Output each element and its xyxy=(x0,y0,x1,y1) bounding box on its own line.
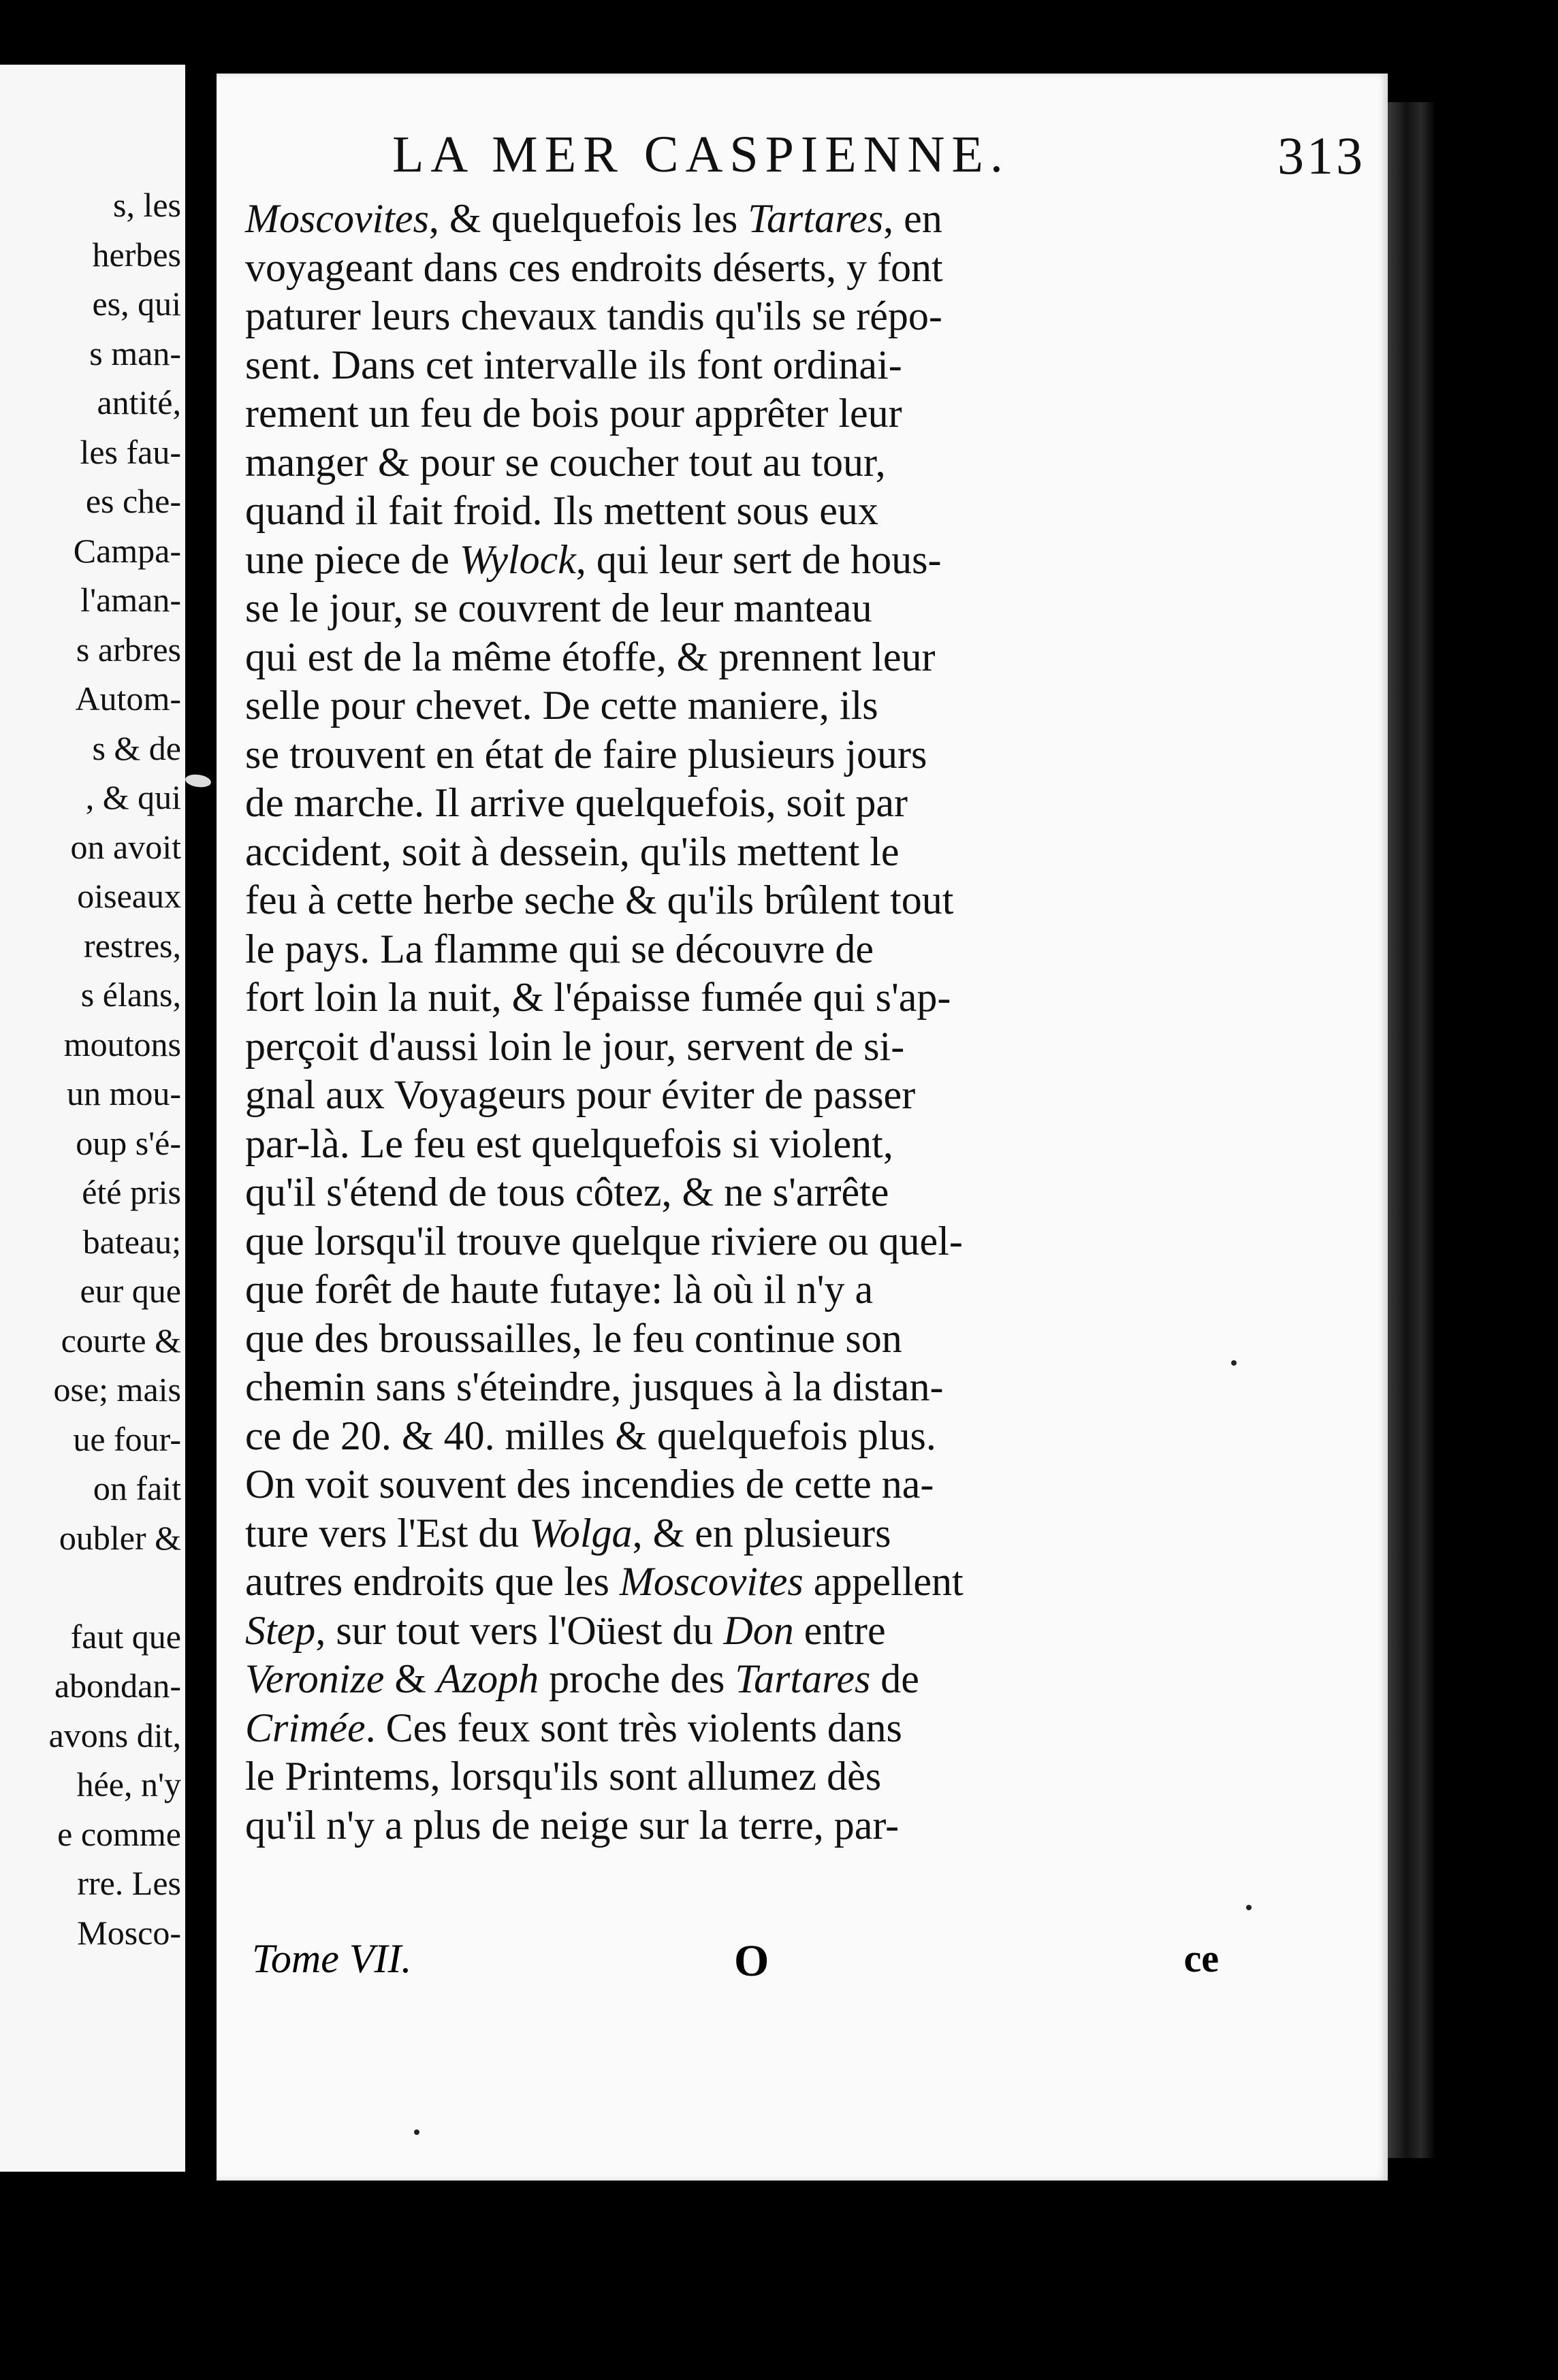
italic-term: Moscovites xyxy=(245,196,429,241)
text-run: gnal aux Voyageurs pour éviter de passer xyxy=(245,1072,916,1117)
text-run: sent. Dans cet intervalle ils font ordinai- xyxy=(245,342,902,387)
left-page-line: Autom- xyxy=(75,679,181,718)
gutter-speck xyxy=(185,773,212,788)
text-run: que forêt de haute futaye: là où il n'y a xyxy=(245,1267,874,1312)
left-page-line: restres, xyxy=(84,926,181,965)
italic-term: Tartares xyxy=(735,1656,871,1701)
text-line xyxy=(245,633,1219,682)
left-page-line: l'aman- xyxy=(80,581,181,619)
italic-term: Crimée xyxy=(245,1705,366,1750)
body-text xyxy=(245,195,1219,1850)
text-run: , & en plusieurs xyxy=(632,1510,891,1556)
left-page-line: es, qui xyxy=(92,285,181,323)
text-line xyxy=(245,244,1219,293)
text-run: , qui leur sert de hous- xyxy=(575,536,942,582)
text-line xyxy=(245,1315,1219,1364)
text-run: paturer leurs chevaux tandis qu'ils se répo- xyxy=(245,293,942,338)
left-page-line: s, les xyxy=(113,186,181,224)
text-line xyxy=(245,876,1219,925)
italic-term: Wylock xyxy=(459,536,576,582)
italic-term: Moscovites xyxy=(619,1559,804,1604)
text-run: qui est de la même étoffe, & prennent leur xyxy=(245,634,936,679)
left-page-line: ue four- xyxy=(73,1419,181,1458)
text-line xyxy=(245,1023,1219,1072)
text-run: le pays. La flamme qui se découvre de xyxy=(245,926,874,971)
text-run: perçoit d'aussi loin le jour, servent de si- xyxy=(245,1023,905,1069)
left-page-line: Campa- xyxy=(73,531,181,570)
text-line xyxy=(245,1071,1219,1120)
text-line xyxy=(245,195,1219,244)
left-page-line: avons dit, xyxy=(48,1716,181,1754)
text-run: autres endroits que les xyxy=(245,1559,620,1604)
text-run: entre xyxy=(793,1607,886,1653)
left-page-text xyxy=(49,180,181,1957)
text-line xyxy=(245,1412,1219,1461)
left-page-line: moutons xyxy=(63,1025,181,1063)
running-head xyxy=(392,125,1400,184)
text-line xyxy=(245,1363,1219,1412)
page-edges xyxy=(1388,102,1435,2158)
text-run: ture vers l'Est du xyxy=(245,1510,530,1556)
text-line xyxy=(245,1509,1219,1558)
text-run: , sur tout vers l'Oüest du xyxy=(315,1607,724,1653)
left-page-line: bateau; xyxy=(82,1222,181,1261)
running-head-title: LA MER CASPIENNE. xyxy=(392,126,1010,183)
text-run: quand il fait froid. Ils mettent sous eux xyxy=(245,488,878,533)
text-run: une piece de xyxy=(245,536,460,582)
italic-term: Tartares xyxy=(748,196,884,241)
text-run: selle pour chevet. De cette maniere, ils xyxy=(245,683,878,728)
ink-speck xyxy=(414,2129,419,2135)
text-run: que des broussailles, le feu continue son xyxy=(245,1315,902,1361)
ink-speck xyxy=(1246,1905,1252,1910)
italic-term: Step xyxy=(245,1607,316,1653)
left-page-line: s & de xyxy=(92,728,181,767)
text-run: par-là. Le feu est quelquefois si violent, xyxy=(245,1121,893,1166)
text-line xyxy=(245,828,1219,877)
text-line xyxy=(245,1120,1219,1169)
text-line xyxy=(245,1655,1219,1704)
text-run: qu'il n'y a plus de neige sur la terre, par- xyxy=(245,1802,900,1848)
text-line xyxy=(245,1801,1219,1850)
text-run: se trouvent en état de faire plusieurs jours xyxy=(245,731,927,777)
left-page-line: oubler & xyxy=(59,1518,181,1557)
left-page-line: faut que xyxy=(70,1617,181,1656)
catchword: ce xyxy=(1183,1936,1219,1980)
text-line xyxy=(245,1704,1219,1753)
italic-term: Azoph xyxy=(436,1656,539,1701)
text-run: feu à cette herbe seche & qu'ils brûlent tout xyxy=(245,878,954,922)
page-number: 313 xyxy=(1277,126,1365,185)
left-page-line: , & qui xyxy=(85,778,181,816)
left-page-line: oiseaux xyxy=(77,877,181,915)
text-run: . Ces feux sont très violents dans xyxy=(365,1705,902,1750)
left-page-line: herbes xyxy=(92,235,181,274)
left-page-line: hée, n'y xyxy=(76,1765,181,1803)
left-page-line: es che- xyxy=(85,482,181,520)
left-page-line: Mosco- xyxy=(77,1913,181,1952)
page-footer xyxy=(245,1935,1219,1990)
left-page-line: on fait xyxy=(93,1469,181,1507)
text-run: proche des xyxy=(539,1656,735,1701)
text-line xyxy=(245,536,1219,585)
italic-term: Veronize xyxy=(245,1656,385,1701)
text-line xyxy=(245,1558,1219,1607)
text-line xyxy=(245,1607,1219,1656)
text-run: fort loin la nuit, & l'épaisse fumée qui s'ap- xyxy=(245,975,951,1020)
left-page-line: eur que xyxy=(80,1272,181,1310)
text-line xyxy=(245,438,1219,487)
left-page-line: été pris xyxy=(82,1173,181,1211)
text-run: de xyxy=(870,1656,919,1701)
text-run: le Printems, lorsqu'ils sont allumez dès xyxy=(245,1754,882,1799)
left-page xyxy=(0,65,185,2172)
text-line xyxy=(245,584,1219,633)
signature-mark: O xyxy=(734,1936,769,1986)
text-line xyxy=(245,681,1219,730)
italic-term: Wolga xyxy=(529,1510,633,1556)
text-line xyxy=(245,1168,1219,1217)
text-line xyxy=(245,925,1219,974)
text-line xyxy=(245,779,1219,828)
left-page-line: rre. Les xyxy=(77,1864,181,1902)
text-run: appellent xyxy=(803,1559,964,1604)
left-page-line: s arbres xyxy=(76,630,181,669)
text-run: accident, soit à dessein, qu'ils mettent le xyxy=(245,829,900,874)
text-line xyxy=(245,974,1219,1023)
text-run: chemin sans s'éteindre, jusques à la distan- xyxy=(245,1364,944,1409)
italic-term: Don xyxy=(723,1607,794,1653)
text-run: qu'il s'étend de tous côtez, & ne s'arrête xyxy=(245,1170,889,1215)
left-page-line xyxy=(49,1562,181,1612)
left-page-line: ose; mais xyxy=(53,1370,181,1409)
text-run: de marche. Il arrive quelquefois, soit par xyxy=(245,780,908,825)
text-line xyxy=(245,730,1219,779)
text-run: On voit souvent des incendies de cette na- xyxy=(245,1462,934,1507)
left-page-line: e comme xyxy=(57,1814,181,1853)
text-line xyxy=(245,1266,1219,1315)
text-run: rement un feu de bois pour apprêter leur xyxy=(245,391,902,436)
text-line xyxy=(245,389,1219,438)
left-page-line: abondan- xyxy=(54,1667,181,1705)
text-run: se le jour, se couvrent de leur manteau xyxy=(245,585,872,630)
left-page-line: oup s'é- xyxy=(76,1123,181,1162)
volume-label: Tome VII. xyxy=(252,1936,412,1981)
ink-speck xyxy=(1231,1360,1237,1366)
text-line xyxy=(245,487,1219,536)
text-run: ce de 20. & 40. milles & quelquefois plus. xyxy=(245,1413,936,1458)
text-run: & xyxy=(384,1656,437,1701)
text-run: manger & pour se coucher tout au tour, xyxy=(245,439,886,485)
text-run: , en xyxy=(883,196,942,241)
left-page-line: courte & xyxy=(61,1321,181,1360)
left-page-line: s man- xyxy=(89,334,181,372)
text-run: que lorsqu'il trouve quelque riviere ou quel- xyxy=(245,1218,963,1264)
left-page-line: s élans, xyxy=(80,976,181,1014)
text-line xyxy=(245,1217,1219,1266)
text-line xyxy=(245,341,1219,390)
text-run: voyageant dans ces endroits déserts, y font xyxy=(245,244,943,290)
left-page-line: antité, xyxy=(97,383,181,421)
text-line xyxy=(245,1460,1219,1509)
left-page-line: on avoit xyxy=(70,827,181,866)
text-line xyxy=(245,1752,1219,1801)
left-page-line: les fau- xyxy=(80,432,181,471)
right-page xyxy=(217,74,1388,2181)
left-page-line: un mou- xyxy=(66,1074,181,1112)
text-run: , & quelquefois les xyxy=(428,196,748,241)
text-line xyxy=(245,292,1219,341)
